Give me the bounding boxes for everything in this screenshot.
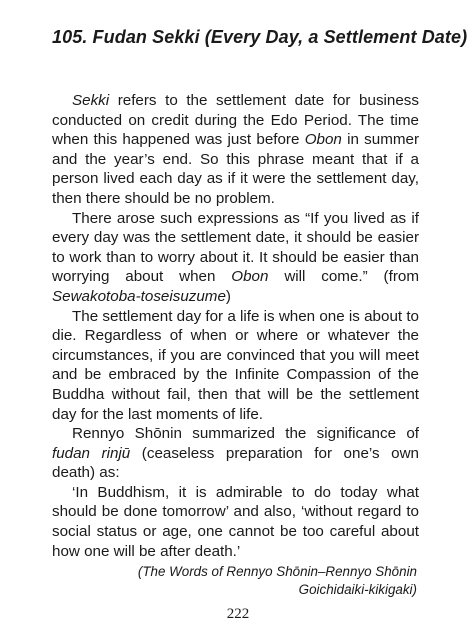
paragraph [52, 307, 419, 425]
body-text [52, 91, 419, 599]
italic-term: Sekki [72, 92, 110, 109]
text-run: Rennyo Shōnin summarized the significance of [72, 425, 419, 443]
text-run: (ceaseless preparation for one’s own death) as: [52, 444, 419, 482]
page-title: 105. Fudan Sekki (Every Day, a Settlement Date) [52, 27, 468, 47]
italic-term: Obon [304, 131, 342, 149]
italic-term: Sewakotoba-toseisuzume [52, 287, 226, 305]
text-run: ) [225, 287, 231, 305]
text-run: will come.” (from [268, 268, 419, 286]
text-run: in summer and the year’s end. So this phrase meant that if a person lived each day as if it were the settlement day, then there should be no problem. [52, 131, 419, 207]
paragraph [52, 483, 419, 561]
citation [52, 563, 419, 599]
text-run: The settlement day for a life is when one is about to die. Regardless of when or where or whatever the circumstances, if you are convinced that you will meet and be embraced by the Infinite Compassion of the Buddha without fail, then that will be the settlement day for the last moments of life. [52, 307, 419, 423]
italic-term: Obon [231, 268, 269, 286]
paragraph [52, 91, 419, 209]
citation-line-1: (The Words of Rennyo Shōnin–Rennyo Shōnin [137, 564, 417, 580]
italic-term: fudan rinjū [52, 444, 131, 462]
text-run: refers to the settlement date for business conducted on credit during the Edo Period. The time when this happened was just before [52, 92, 419, 149]
page-number: 222 [226, 606, 250, 622]
text-run: There arose such expressions as “If you lived as if every day was the settlement date, it should be easier to work than to worry about it. It should be easier than worrying about when [52, 209, 419, 286]
paragraph [52, 209, 419, 307]
text-run: ‘In Buddhism, it is admirable to do today what should be done tomorrow’ and also, ‘without regard to social status or age, one cannot be too careful about how one will be after death.’ [52, 483, 419, 560]
paragraph-list [52, 91, 419, 561]
paragraph [52, 424, 419, 483]
citation-line-2: Goichidaiki-kikigaki) [298, 582, 417, 598]
